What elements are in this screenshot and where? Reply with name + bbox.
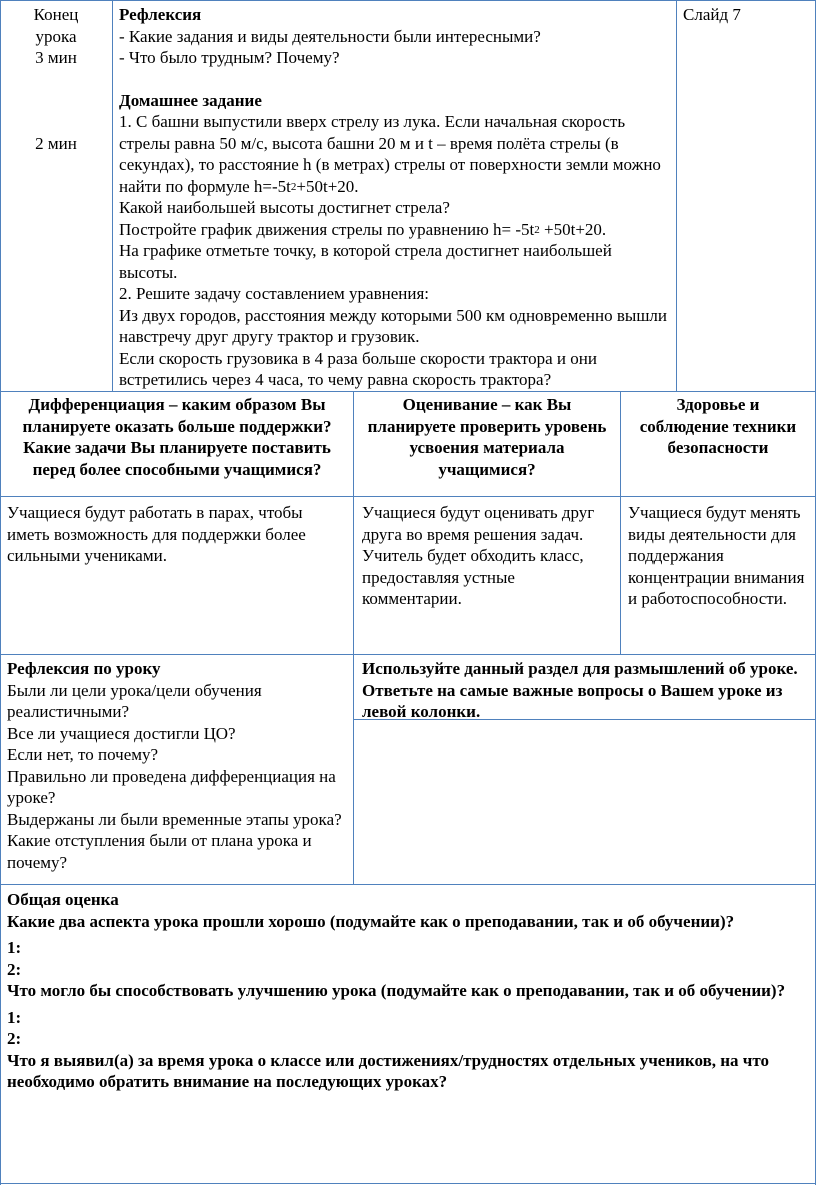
slide-cell: [677, 2, 815, 28]
health-answer: Учащиеся будут менять виды деятельности для поддержания концентрации внимания и работоспособности.: [628, 503, 805, 608]
reflection-title: Рефлексия: [119, 5, 202, 24]
reflection-item: - Какие задания и виды деятельности были интересными?: [119, 26, 541, 46]
task2-question: Если скорость грузовика в 4 раза больше скорости трактора и они встретились через 4 часа, то чему равна скорость трактора?: [119, 348, 597, 389]
stage-label: Конец урока: [33, 5, 79, 46]
divider-slide: [676, 0, 677, 391]
answer-number: 1:: [7, 938, 22, 957]
overall-title: Общая оценка: [7, 890, 119, 909]
differentiation-header: Дифференциация – каким образом Вы планируете оказать больше поддержки? Какие задачи Вы планируете поставить перед более способными учащимися?: [22, 395, 332, 479]
overall-question-3: Что я выявил(а) за время урока о классе или достижениях/трудностях отдельных учеников, на что необходимо обратить внимание на последующих уроках?: [7, 1050, 770, 1091]
stage-time-1: 3 мин: [35, 48, 77, 67]
lesson-reflection-cell: [1, 656, 353, 875]
health-header: Здоровье и соблюдение техники безопасности: [639, 395, 797, 457]
border-bottom: [0, 1183, 816, 1184]
overall-assessment-cell: [1, 887, 815, 1095]
homework-title: Домашнее задание: [119, 90, 262, 110]
answer-number: 1:: [7, 1007, 22, 1027]
answer-number: 2:: [7, 959, 22, 979]
overall-question-2: Что могло бы способствовать улучшению урока (подумайте как о преподавании, так и об обучении)?: [7, 981, 786, 1000]
reflection-question: Если нет, то почему?: [7, 745, 159, 764]
reflection-question: Выдержаны ли были временные этапы урока?: [7, 809, 342, 829]
lesson-content-cell: [113, 2, 676, 393]
divider-row4: [0, 884, 816, 885]
task1-question: Какой наибольшей высоты достигнет стрела?: [119, 198, 450, 217]
border-top: [0, 0, 816, 1]
task1-mark: На графике отметьте точку, в которой стрела достигнет наибольшей высоты.: [119, 241, 612, 282]
lesson-reflection-title: Рефлексия по уроку: [7, 659, 161, 678]
reflection-instruction: Используйте данный раздел для размышлений об уроке. Ответьте на самые важные вопросы о Вашем уроке из левой колонки.: [362, 659, 798, 721]
reflection-notes-area[interactable]: [354, 720, 815, 884]
task2-text: Из двух городов, расстояния между которыми 500 км одновременно вышли навстречу друг другу трактор и грузовик.: [119, 305, 667, 346]
assessment-answer: Учащиеся будут оценивать друг друга во время решения задач. Учитель будет обходить класс, предоставляя устные комментарии.: [362, 503, 595, 608]
task1-graph: Постройте график движения стрелы по уравнению $h= -5t^2 +50t+20$.: [119, 219, 607, 239]
reflection-question: Какие отступления были от плана урока и почему?: [7, 831, 312, 872]
task1-text: 1. С башни выпустили вверх стрелу из лука. Если начальная скорость стрелы равна 50 м/с, высота башни 20 м и t – время полёта стрелы (в секундах), то расстояние h (в метрах) стрелы от поверхности земли можно найти по формуле $h=-5t^2+50t+20$.: [119, 112, 661, 196]
reflection-question: Все ли учащиеся достигли ЦО?: [7, 723, 236, 743]
reflection-question: Были ли цели урока/цели обучения реалистичными?: [7, 680, 262, 721]
reflection-item: - Что было трудным? Почему?: [119, 48, 340, 67]
stage-time-2: 2 мин: [35, 133, 77, 153]
assessment-header: Оценивание – как Вы планируете проверить уровень усвоения материала учащимися?: [367, 395, 607, 479]
divider-row2: [0, 496, 816, 497]
stage-time-cell: [0, 2, 112, 156]
reflection-question: Правильно ли проведена дифференциация на уроке?: [7, 766, 336, 807]
task2-title: 2. Решите задачу составлением уравнения:: [119, 284, 429, 303]
slide-label: Слайд 7: [683, 5, 741, 24]
answer-number: 2:: [7, 1029, 22, 1048]
differentiation-answer: Учащиеся будут работать в парах, чтобы иметь возможность для поддержки более сильными учениками.: [7, 503, 306, 565]
overall-question-1: Какие два аспекта урока прошли хорошо (подумайте как о преподавании, так и об обучении)?: [7, 911, 735, 931]
divider-row3: [0, 654, 816, 655]
